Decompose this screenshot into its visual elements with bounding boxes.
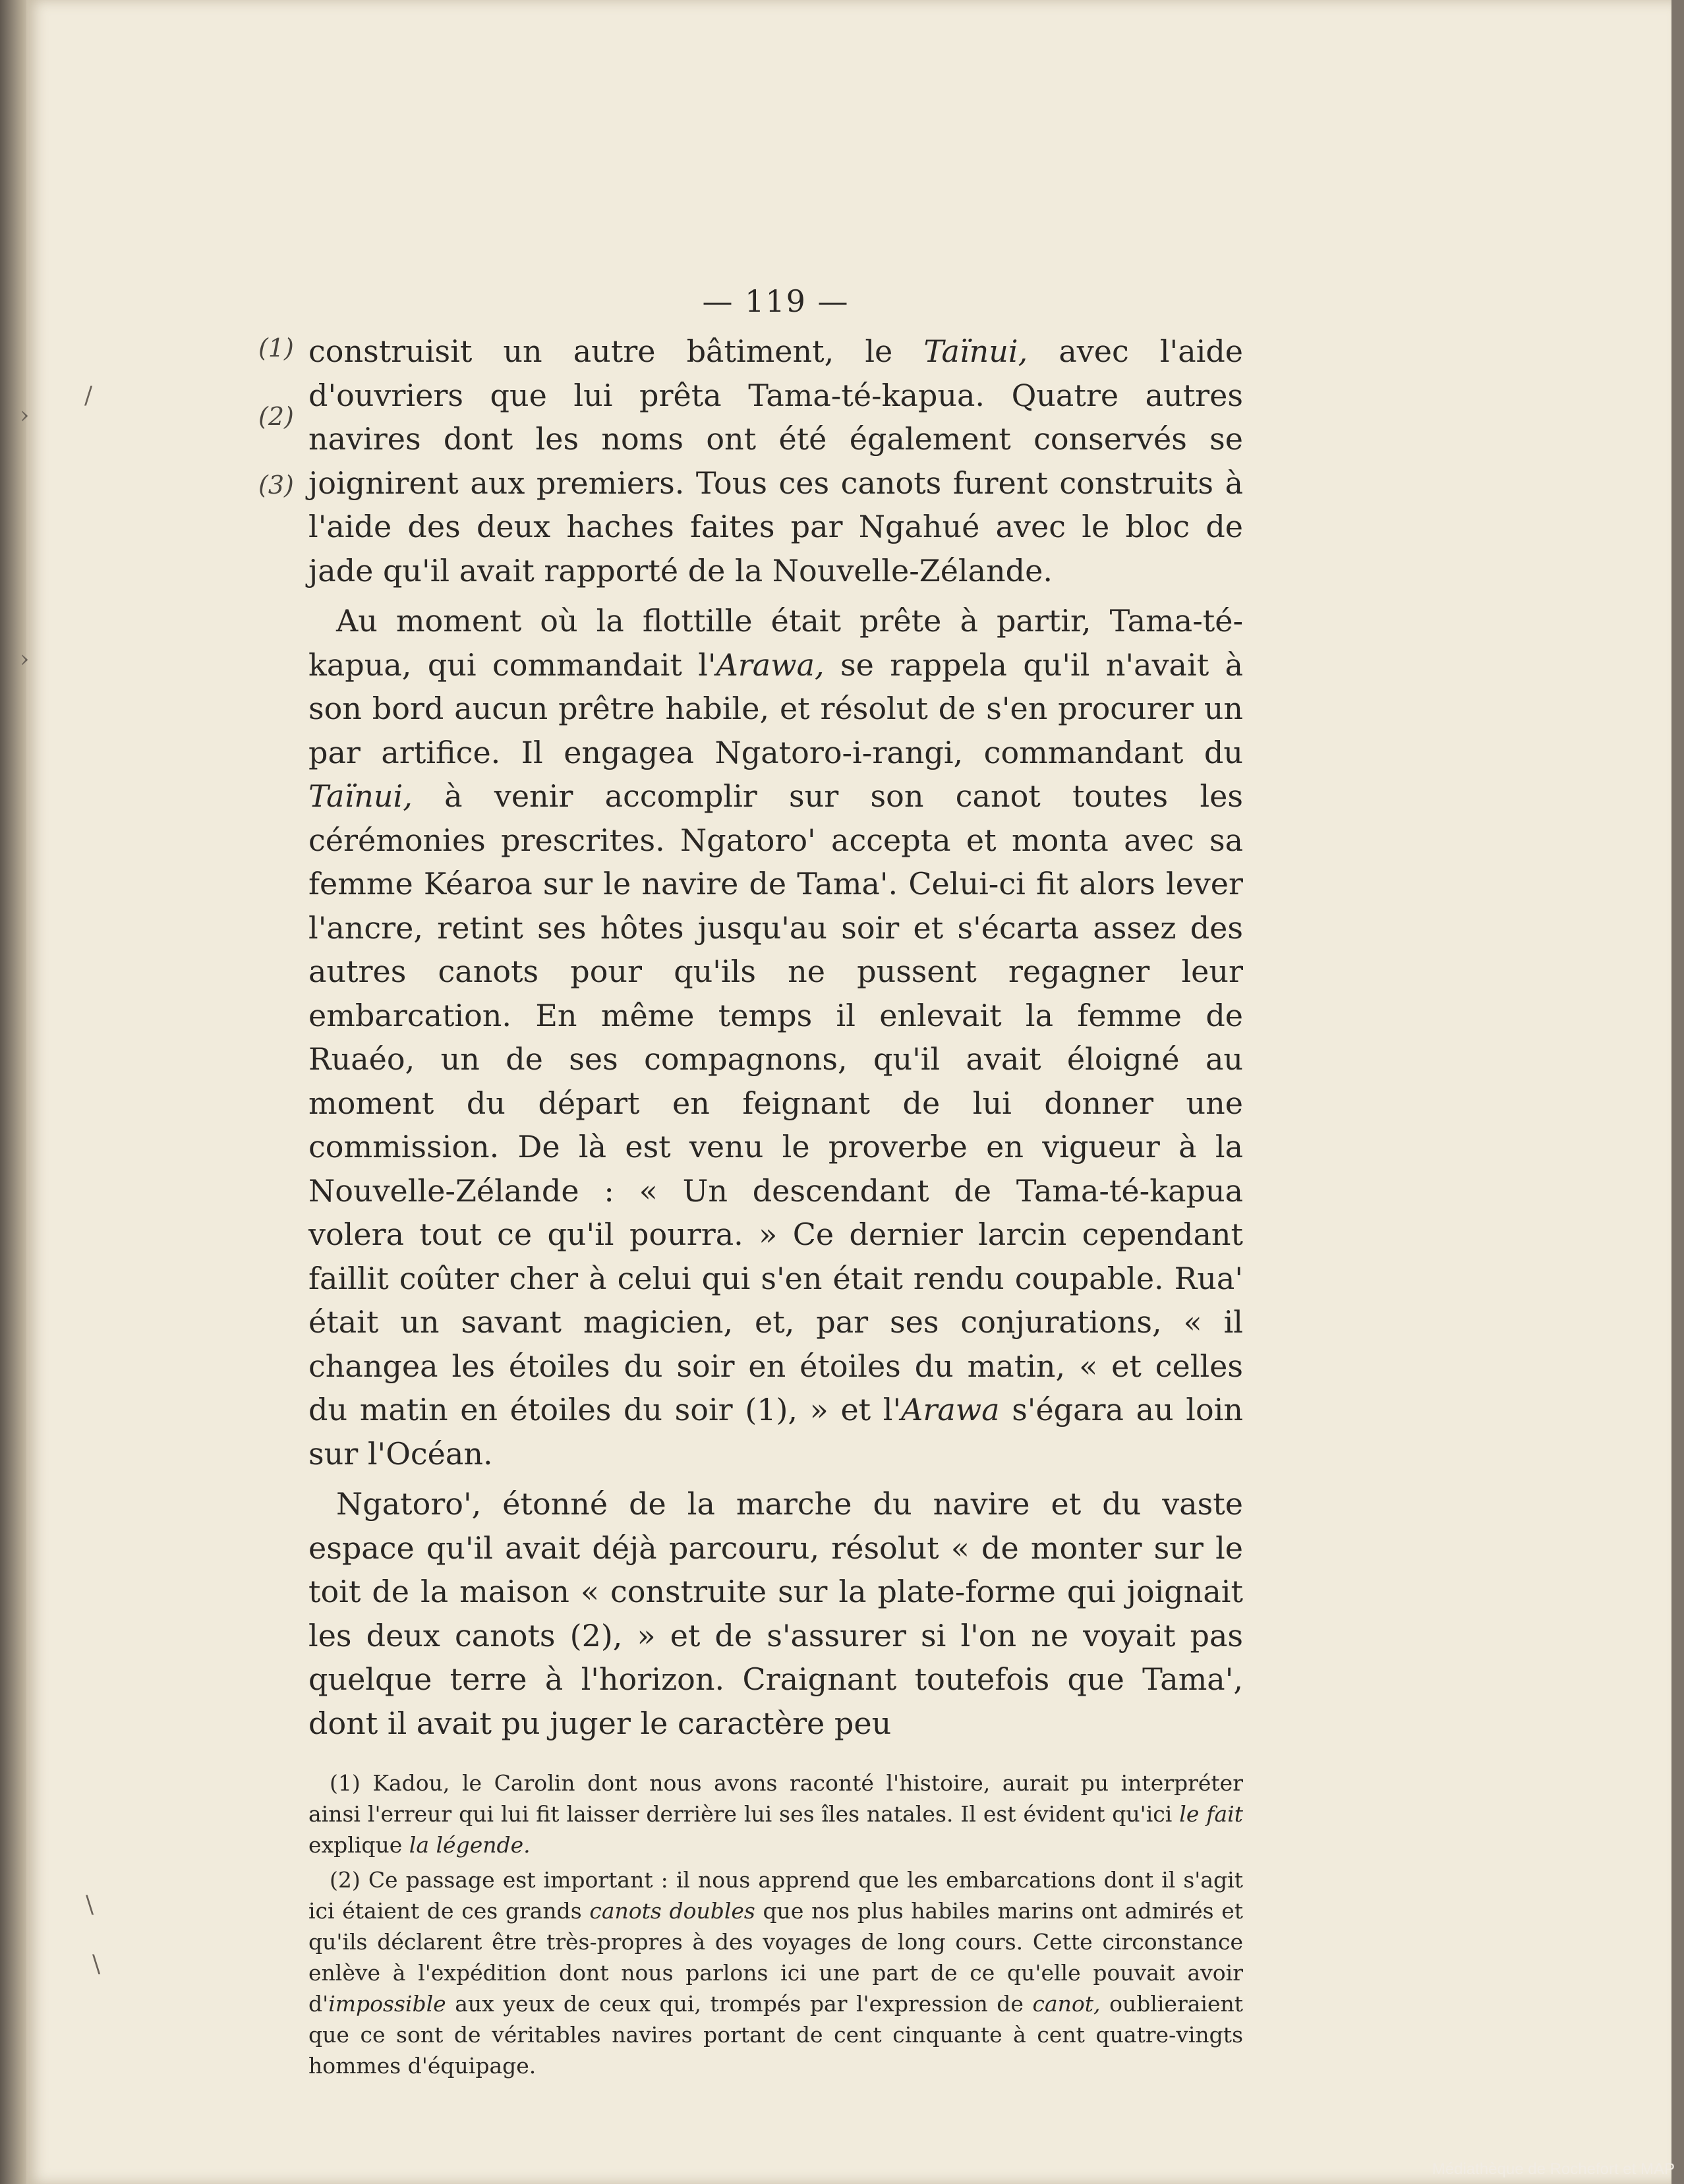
text-run: (1) Kadou, le Carolin dont nous avons raconté l'histoire, aurait pu interpréter ainsi l'erreur qui lui fit laisser derrière lui ses îles natales. Il est évident qu'ici xyxy=(308,1770,1243,1827)
margin-annotation-1: (1) xyxy=(258,333,294,362)
paragraph xyxy=(308,599,1243,1476)
italic-text: canot, xyxy=(1032,1991,1101,2017)
text-run: (2) Ce passage est important : il nous apprend que les embarcations dont il s'agit ici étaient de ces grands xyxy=(308,1867,1243,1924)
margin-annotation-2: (2) xyxy=(258,402,294,431)
text-run: explique xyxy=(308,1832,409,1858)
text-run: s'égara au loin sur l'Océan. xyxy=(308,1392,1244,1472)
body-text xyxy=(308,330,1243,1745)
paragraph xyxy=(308,1482,1243,1745)
page-edge xyxy=(1671,0,1684,2184)
italic-text: Taïnui, xyxy=(923,333,1028,369)
margin-annotation-3: (3) xyxy=(258,471,294,500)
text-run: Au moment où la flottille était prête à partir, Tama-té-kapua, qui commandait l' xyxy=(308,603,1243,683)
text-run: oublieraient que ce sont de véritables navires portant de cent cinquante à cent quatre-vingts hommes d'équipage. xyxy=(308,1991,1243,2079)
library-credit: Médiathèque de Rochefort et MAP xyxy=(1432,2160,1675,2178)
paragraph xyxy=(308,330,1243,592)
page-number: — 119 — xyxy=(702,283,850,319)
margin-tick: › xyxy=(20,646,30,673)
text-run: se rappela qu'il n'avait à son bord aucun prêtre habile, et résolut de s'en procurer un par artifice. Il engagea Ngatoro-i-rangi, commandant du xyxy=(308,647,1243,770)
pencil-mark: \ xyxy=(86,1891,94,1918)
pencil-mark: / xyxy=(84,382,93,409)
footnote xyxy=(308,1767,1243,1860)
text-run: à venir accomplir sur son canot toutes les cérémonies prescrites. Ngatoro' accepta et monta avec sa femme Kéaroa sur le navire de Tama'. Celui-ci fit alors lever l'ancre, retint ses hôtes jusqu'au soir et s'écarta assez des autres canots pour qu'ils ne pussent regagner leur embarcation. En même temps il enlevait la femme de Ruaéo, un de ses compagnons, qu'il avait éloigné au moment du départ en feignant de lui donner une commission. De là est venu le proverbe en vigueur à la Nouvelle-Zélande : « Un descendant de Tama-té-kapua volera tout ce qu'il pourra. » Ce dernier larcin cependant faillit coûter cher à celui qui s'en était rendu coupable. Rua' était un savant magicien, et, par ses conjurations, « il changea les étoiles du soir en étoiles du matin, « et celles du matin en étoiles du soir (1), » et l' xyxy=(308,778,1243,1427)
italic-text: impossible xyxy=(328,1991,446,2017)
text-run: que nos plus habiles marins ont admirés et qu'ils déclarent être très-propres à des voyages de long cours. Cette circonstance enlève à l'expédition dont nous parlons ici une part de ce qu'elle pouvait avoir d' xyxy=(308,1898,1244,2017)
footnotes xyxy=(308,1767,1243,2081)
text-block xyxy=(308,283,1243,2081)
text-run: construisit un autre bâtiment, le xyxy=(308,333,924,369)
text-run: aux yeux de ceux qui, trompés par l'expression de xyxy=(446,1991,1033,2017)
italic-text: le fait xyxy=(1179,1801,1243,1827)
italic-text: Taïnui, xyxy=(308,778,413,814)
footnote xyxy=(308,1864,1243,2081)
italic-text: Arawa, xyxy=(716,647,825,683)
pencil-mark: \ xyxy=(92,1951,101,1978)
italic-text: Arawa xyxy=(901,1392,1000,1427)
italic-text: canots doubles xyxy=(589,1898,755,1924)
text-run: avec l'aide d'ouvriers que lui prêta Tama-té-kapua. Quatre autres navires dont les noms ont été également conservés se joignirent aux premiers. Tous ces canots furent construits à l'aide des deux haches faites par Ngahué avec le bloc de jade qu'il avait rapporté de la Nouvelle-Zélande. xyxy=(308,333,1243,589)
italic-text: la légende. xyxy=(409,1832,531,1858)
text-run: Ngatoro', étonné de la marche du navire et du vaste espace qu'il avait déjà parcouru, résolut « de monter sur le toit de la maison « construite sur la plate-forme qui joignait les deux canots (2), » et de s'assurer si l'on ne voyait pas quelque terre à l'horizon. Craignant toutefois que Tama', dont il avait pu juger le caractère peu xyxy=(308,1486,1243,1741)
margin-tick: › xyxy=(20,402,30,429)
